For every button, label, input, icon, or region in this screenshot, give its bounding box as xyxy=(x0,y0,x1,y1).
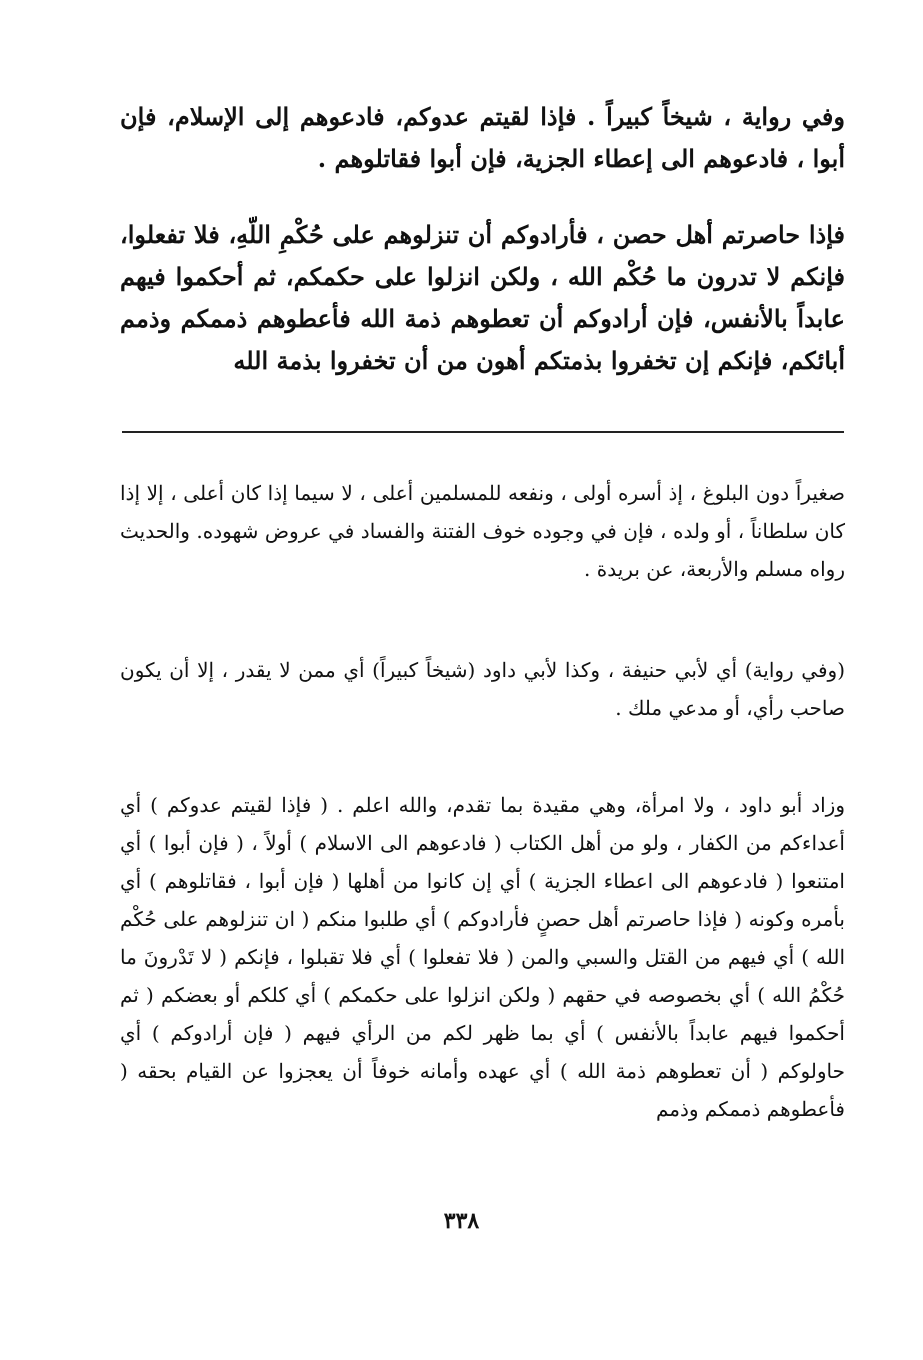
page-number: ٣٣٨ xyxy=(443,1208,480,1234)
hadith-text-paragraph-1: وفي رواية ، شيخاً كبيراً . فإذا لقيتم عدوكم، فادعوهم إلى الإسلام، فإن أبوا ، فادعوهم الى إعطاء الجزية، فإن أبوا فقاتلوهم . xyxy=(120,102,845,173)
commentary-paragraph-1: صغيراً دون البلوغ ، إذ أسره أولى ، ونفعه للمسلمين أعلى ، لا سيما إذا كان أعلى ، إلا إذا كان سلطاناً ، أو ولده ، فإن في وجوده خوف الفتنة والفساد في عروض شهوده. والحديث رواه مسلم والأربعة، عن بريدة . xyxy=(120,481,845,581)
hadith-text-paragraph-2: فإذا حاصرتم أهل حصن ، فأرادوكم أن تنزلوهم على حُكْمِ اللّهِ، فلا تفعلوا، فإنكم لا تدرون ما حُكْم الله ، ولكن انزلوا على حكمكم، ثم أحكموا فيهم عابداً بالأنفس، فإن أرادوكم أن تعطوهم ذمة الله فأعطوهم ذممكم وذمم أبائكم، فإنكم إن تخفروا بذمتكم أهون من أن تخفروا بذمة الله xyxy=(120,220,845,375)
commentary-paragraph-2: (وفي رواية) أي لأبي حنيفة ، وكذا لأبي داود (شيخاً كبيراً) أي ممن لا يقدر ، إلا أن يكون صاحب رأي، أو مدعي ملك . xyxy=(120,658,845,720)
commentary-paragraph-3: وزاد أبو داود ، ولا امرأة، وهي مقيدة بما تقدم، والله اعلم . ( فإذا لقيتم عدوكم ) أي أعداءكم من الكفار ، ولو من أهل الكتاب ( فادعوهم الى الاسلام ) أولاً ، ( فإن أبوا ) أي امتنعوا ( فادعوهم الى اعطاء الجزية ) أي إن كانوا من أهلها ( فإن أبوا ، فقاتلوهم ) أي بأمره وكونه ( فإذا حاصرتم أهل حصنٍ فأرادوكم ) أي طلبوا منكم ( ان تنزلوهم على حُكْم الله ) أي فيهم من القتل والسبي والمن ( فلا تفعلوا ) أي فلا تقبلوا ، فإنكم ( لا تَدْرونَ ما حُكْمُ الله ) أي بخصوصه في حقهم ( ولكن انزلوا على حكمكم ) أي كلكم أو بعضكم ( ثم أحكموا فيهم عابداً بالأنفس ) أي بما ظهر لكم من الرأي فيهم ( فإن أرادوكم ) أي حاولوكم ( أن تعطوهم ذمة الله ) أي عهده وأمانه خوفاً أن يعجزوا عن القيام بحقه ( فأعطوهم ذممكم وذمم xyxy=(120,793,845,1121)
section-divider-line xyxy=(122,431,844,433)
